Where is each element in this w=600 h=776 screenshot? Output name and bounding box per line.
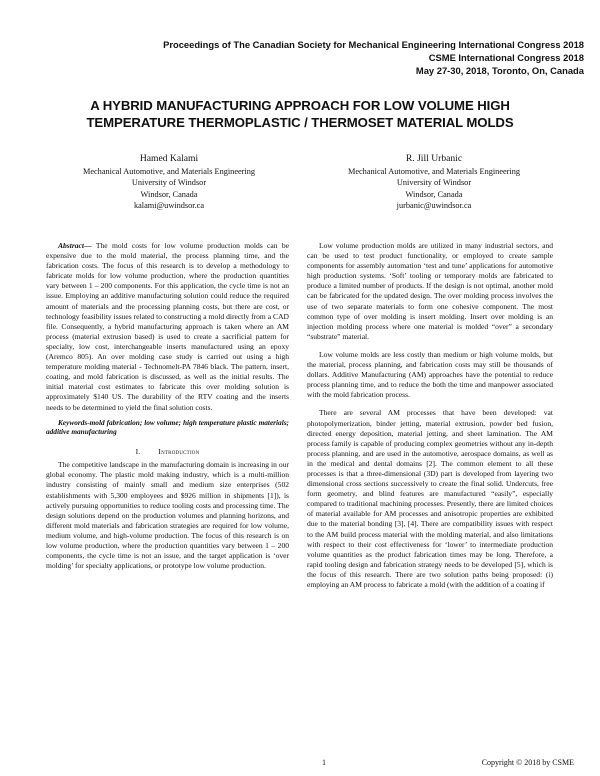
author-univ: University of Windsor bbox=[396, 178, 472, 188]
author-city: Windsor, Canada bbox=[405, 189, 463, 199]
conference-header bbox=[163, 38, 584, 77]
title-line-2: TEMPERATURE THERMOPLASTIC / THERMOSET MATERIAL MOLDS bbox=[86, 115, 514, 130]
paper-title bbox=[30, 97, 570, 131]
conference-line-3: May 27-30, 2018, Toronto, On, Canada bbox=[415, 65, 584, 76]
author-block-2 bbox=[299, 153, 569, 212]
right-column bbox=[307, 241, 553, 590]
author-name: Hamed Kalami bbox=[139, 153, 199, 164]
author-email[interactable]: kalami@uwindsor.ca bbox=[133, 201, 205, 211]
conference-line-1: Proceedings of The Canadian Society for Mechanical Engineering International Congress 2018 bbox=[163, 39, 584, 50]
section-number: I. bbox=[135, 447, 141, 457]
title-line-1: A HYBRID MANUFACTURING APPROACH FOR LOW VOLUME HIGH bbox=[90, 98, 510, 113]
conference-line-2: CSME International Congress 2018 bbox=[428, 52, 584, 63]
page-number: 1 bbox=[322, 758, 326, 767]
author-name: R. Jill Urbanic bbox=[405, 153, 463, 164]
body-paragraph-3: There are several AM processes that have been developed: vat photopolymerization, binder jetting, material extrusion, powder bed fusion, directed energy deposition, material jetting, and sheet lamination. The AM process family is capable of producing complex geometries without any in-depth process planning, and are used in the automotive, aerospace domains, as well as in the medical and dental domains [2]. The common element to all these processes is that a three-dimensional (3D) part is developed from layering two dimensional cross sections successively to create the final solid. Undercuts, free form geometry, and blind features are manufactured “easily”, especially compared to traditional machining processes. Presently, there are limited choices of material available for AM processes and anisotropic properties are exhibited due to the material bonding [3], [4]. There are compatibility issues with respect to the AM build process material with the molding material, and also limitations with respect to their cost effectiveness for ‘lower’ to intermediate production volume quantities as the product fabrication times may be long. Therefore, a rapid tooling design and fabrication strategy needs to be developed [5], which is the focus of this research. There are two solution paths being proposed: (i) employing an AM process to fabricate a mold (with the addition of a coating if bbox=[307, 408, 553, 589]
keywords: Keywords-mold fabrication; low volume; high temperature plastic materials; additive manufacturing bbox=[46, 417, 289, 437]
author-block-1 bbox=[34, 153, 304, 212]
abstract-dash: — bbox=[84, 241, 96, 250]
left-column bbox=[46, 241, 289, 571]
copyright-notice: Copyright © 2018 by CSME bbox=[481, 758, 574, 767]
author-city: Windsor, Canada bbox=[140, 189, 198, 199]
body-paragraph-2: Low volume molds are less costly than medium or high volume molds, but the material, process planning, and fabrication costs may still be thousands of dollars. Additive Manufacturing (AM) approaches have the potential to reduce process planning time, and to reduce the both the time and manpower associated with the mold fabrication process. bbox=[307, 349, 553, 400]
author-univ: University of Windsor bbox=[131, 178, 207, 188]
abstract-text: The mold costs for low volume production molds can be expensive due to the mold material, the process planning time, and the fabrication costs. The focus of this research is to develop a methodology to fabricate molds for low volume production, where the production quantities vary between 1 – 200 components. For this application, the cycle time is not an issue. Employing an additive manufacturing solution could reduce the required amount of materials and the processing planning costs, but there are cost, or technology feasibility issues related to constructing a mold directly from a CAD file. Consequently, a hybrid manufacturing approach is taken where an AM process (material extrusion based) is used to create a sacrificial pattern for specialty, low cost, interchangeable inserts manufactured using an epoxy (Aremco 805). An over molding case study is carried out using a high temperature molding material - Technomelt-PA 7846 black. The pattern, insert, coating, and mold fabrication is discussed, as well as the initial results. The initial material cost estimates to fabricate this over molding solution is approximately $140 US. The durability of the RTV coating and the inserts needs to be determined to yield the final solution costs. bbox=[46, 241, 290, 412]
section-heading-introduction bbox=[46, 447, 289, 457]
abstract-paragraph bbox=[46, 241, 289, 413]
abstract-label: Abstract bbox=[58, 241, 84, 250]
author-email[interactable]: jurbanic@uwindsor.ca bbox=[396, 201, 472, 211]
author-dept: Mechanical Automotive, and Materials Engineering bbox=[347, 166, 521, 176]
intro-paragraph-1: The competitive landscape in the manufacturing domain is increasing in our global economy. The plastic mold making industry, which is a multi-million industry consisting of mainly small and medium size enterprises (502 establishments with 5,300 employees and $926 million in shipments [1]), is actively pursuing opportunities to reduce tooling costs and processing time. The design solutions depend on the production volumes and planning horizons, and different mold materials and fabrication strategies are required for low volume, medium volume, and high-volume production. The focus of this research is on low volume production, where the production quantities vary between 1 – 200 components, the cycle time is not an issue, and the target application is ‘over molding’ for specialty applications, or prototype low volume production. bbox=[46, 460, 289, 571]
body-paragraph-1: Low volume production molds are utilized in many industrial sectors, and can be used to test product functionality, or employed to create sample components for assembly automation ‘test and tune’ applications for automotive high production systems. ‘Soft’ tooling or temporary molds are fabricated to produce a limited number of products. If the design is not optimal, another mold can be fabricated for the updated design. The over molding process involves the use of two separate materials to form one cohesive component. The most common type of over molding is insert molding. Insert over molding is an injection molding process where one material is molded “over” a secondary “substrate” material. bbox=[307, 241, 553, 341]
author-dept: Mechanical Automotive, and Materials Engineering bbox=[82, 166, 256, 176]
section-title: Introduction bbox=[158, 447, 200, 457]
